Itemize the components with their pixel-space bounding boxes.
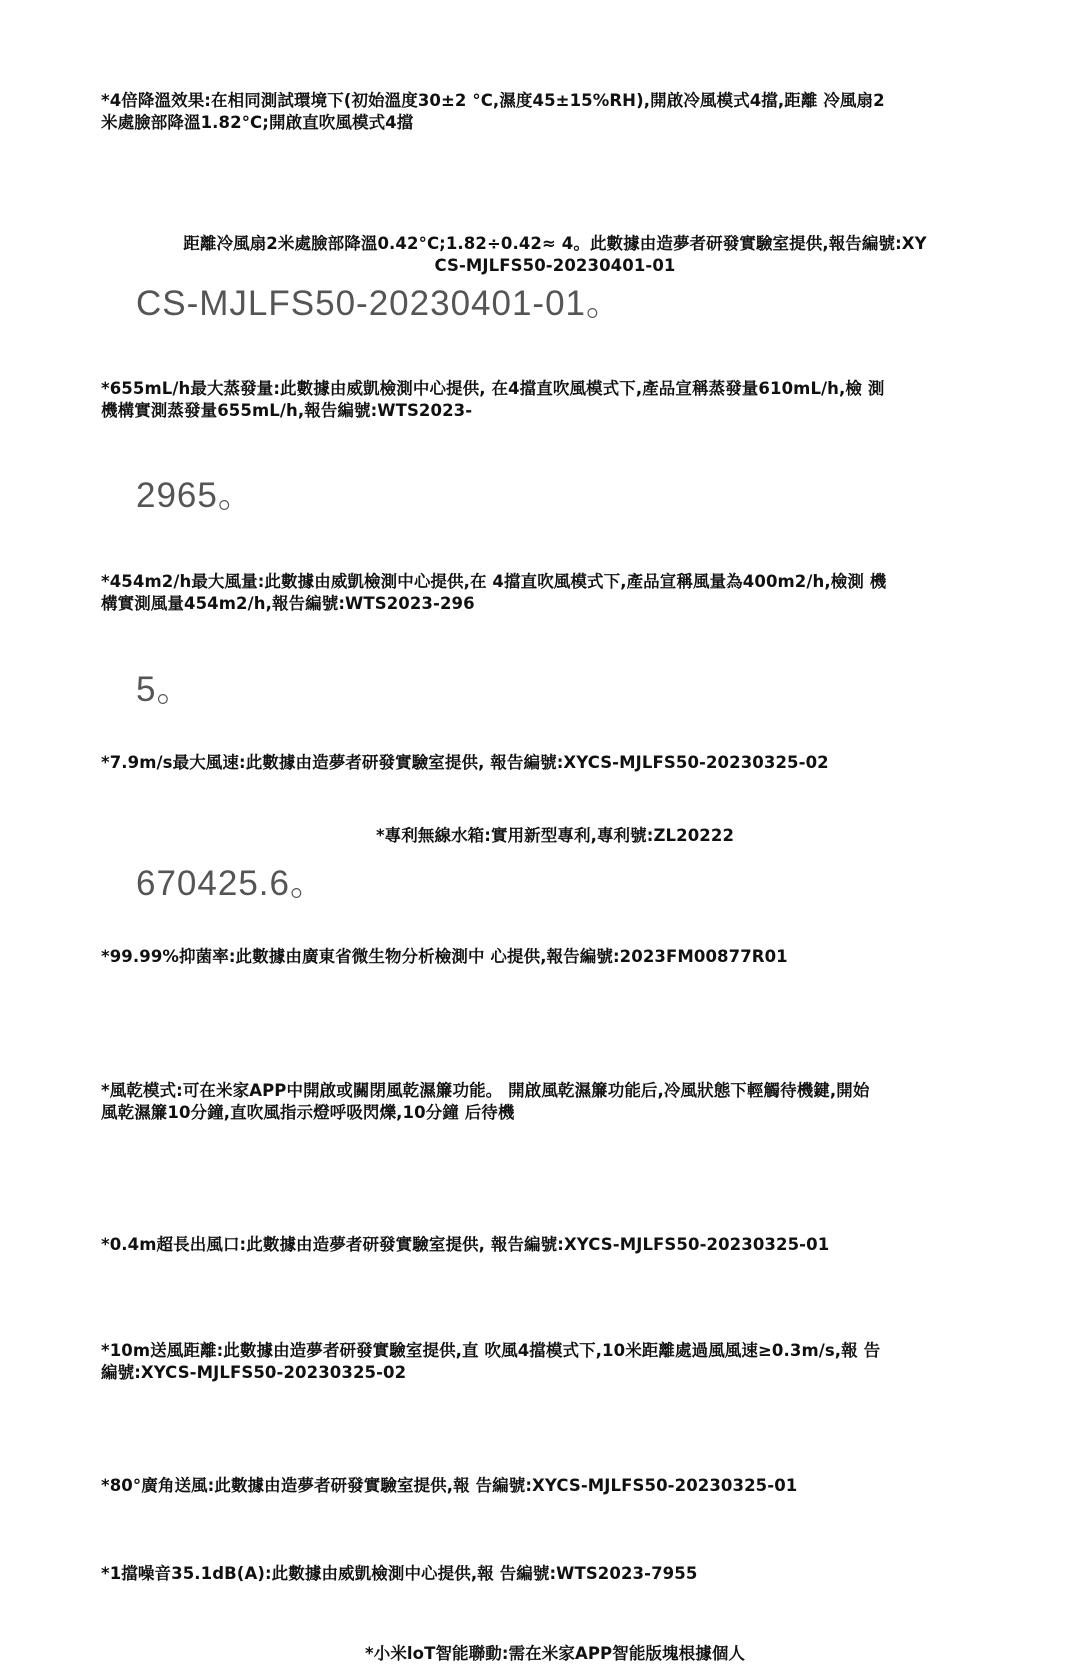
dry-mode-note-line2: 風乾濕簾10分鐘,直吹風指示燈呼吸閃爍,10分鐘 后待機 bbox=[101, 1103, 515, 1122]
noise-note: *1擋噪音35.1dB(A):此數據由威凱檢測中心提供,報 告編號:WTS2023-7955 bbox=[101, 1564, 698, 1583]
evaporation-note-line1: *655mL/h最大蒸發量:此數據由威凱檢測中心提供, 在4擋直吹風模式下,產品宣稱蒸發量610mL/h,檢 測 bbox=[101, 379, 885, 398]
patent-note: *專利無線水箱:實用新型專利,專利號:ZL20222 bbox=[375, 826, 735, 845]
wind-speed-note: *7.9m/s最大風速:此數據由造夢者研發實驗室提供, 報告編號:XYCS-MJLFS50-20230325-02 bbox=[101, 753, 829, 772]
patent-large: 670425.6。 bbox=[136, 864, 326, 903]
wide-angle-note: *80°廣角送風:此數據由造夢者研發實驗室提供,報 告編號:XYCS-MJLFS50-20230325-01 bbox=[101, 1476, 798, 1495]
antibacterial-note: *99.99%抑菌率:此數據由廣東省微生物分析檢測中 心提供,報告編號:2023FM00877R01 bbox=[101, 947, 788, 966]
cooling-report-large: CS-MJLFS50-20230401-01。 bbox=[136, 284, 623, 323]
airflow-note-line2: 構實測風量454m2/h,報告編號:WTS2023-296 bbox=[101, 594, 475, 613]
evaporation-note-line2: 機構實測蒸發量655mL/h,報告編號:WTS2023- bbox=[101, 401, 473, 420]
distance-note-line2: 編號:XYCS-MJLFS50-20230325-02 bbox=[101, 1363, 407, 1382]
iot-note: *小米loT智能聯動:需在米家APP智能版塊根據個人 bbox=[364, 1644, 746, 1663]
airflow-note-line1: *454m2/h最大風量:此數據由威凱檢測中心提供,在 4擋直吹風模式下,產品宣稱風量為400m2/h,檢測 機 bbox=[101, 572, 887, 591]
distance-note-line1: *10m送風距離:此數據由造夢者研發實驗室提供,直 吹風4擋模式下,10米距離處過風風速≥0.3m/s,報 告 bbox=[101, 1341, 881, 1360]
cooling-effect-note-line2: 米處臉部降溫1.82°C;開啟直吹風模式4擋 bbox=[101, 113, 414, 132]
evaporation-large: 2965。 bbox=[136, 476, 254, 515]
dry-mode-note-line1: *風乾模式:可在米家APP中開啟或關閉風乾濕簾功能。 開啟風乾濕簾功能后,冷風狀態下輕觸待機鍵,開始 bbox=[101, 1081, 870, 1100]
airflow-large: 5。 bbox=[136, 670, 193, 709]
outlet-note: *0.4m超長出風口:此數據由造夢者研發實驗室提供, 報告編號:XYCS-MJLFS50-20230325-01 bbox=[101, 1235, 830, 1254]
cooling-report-line1: 距離冷風扇2米處臉部降溫0.42°C;1.82÷0.42≈ 4。此數據由造夢者研發實驗室提供,報告編號:XY bbox=[183, 234, 927, 253]
cooling-report-line2: CS-MJLFS50-20230401-01 bbox=[434, 256, 676, 275]
cooling-effect-note-line1: *4倍降溫效果:在相同測試環境下(初始溫度30±2 °C,濕度45±15%RH),開啟冷風模式4擋,距離 冷風扇2 bbox=[101, 91, 885, 110]
